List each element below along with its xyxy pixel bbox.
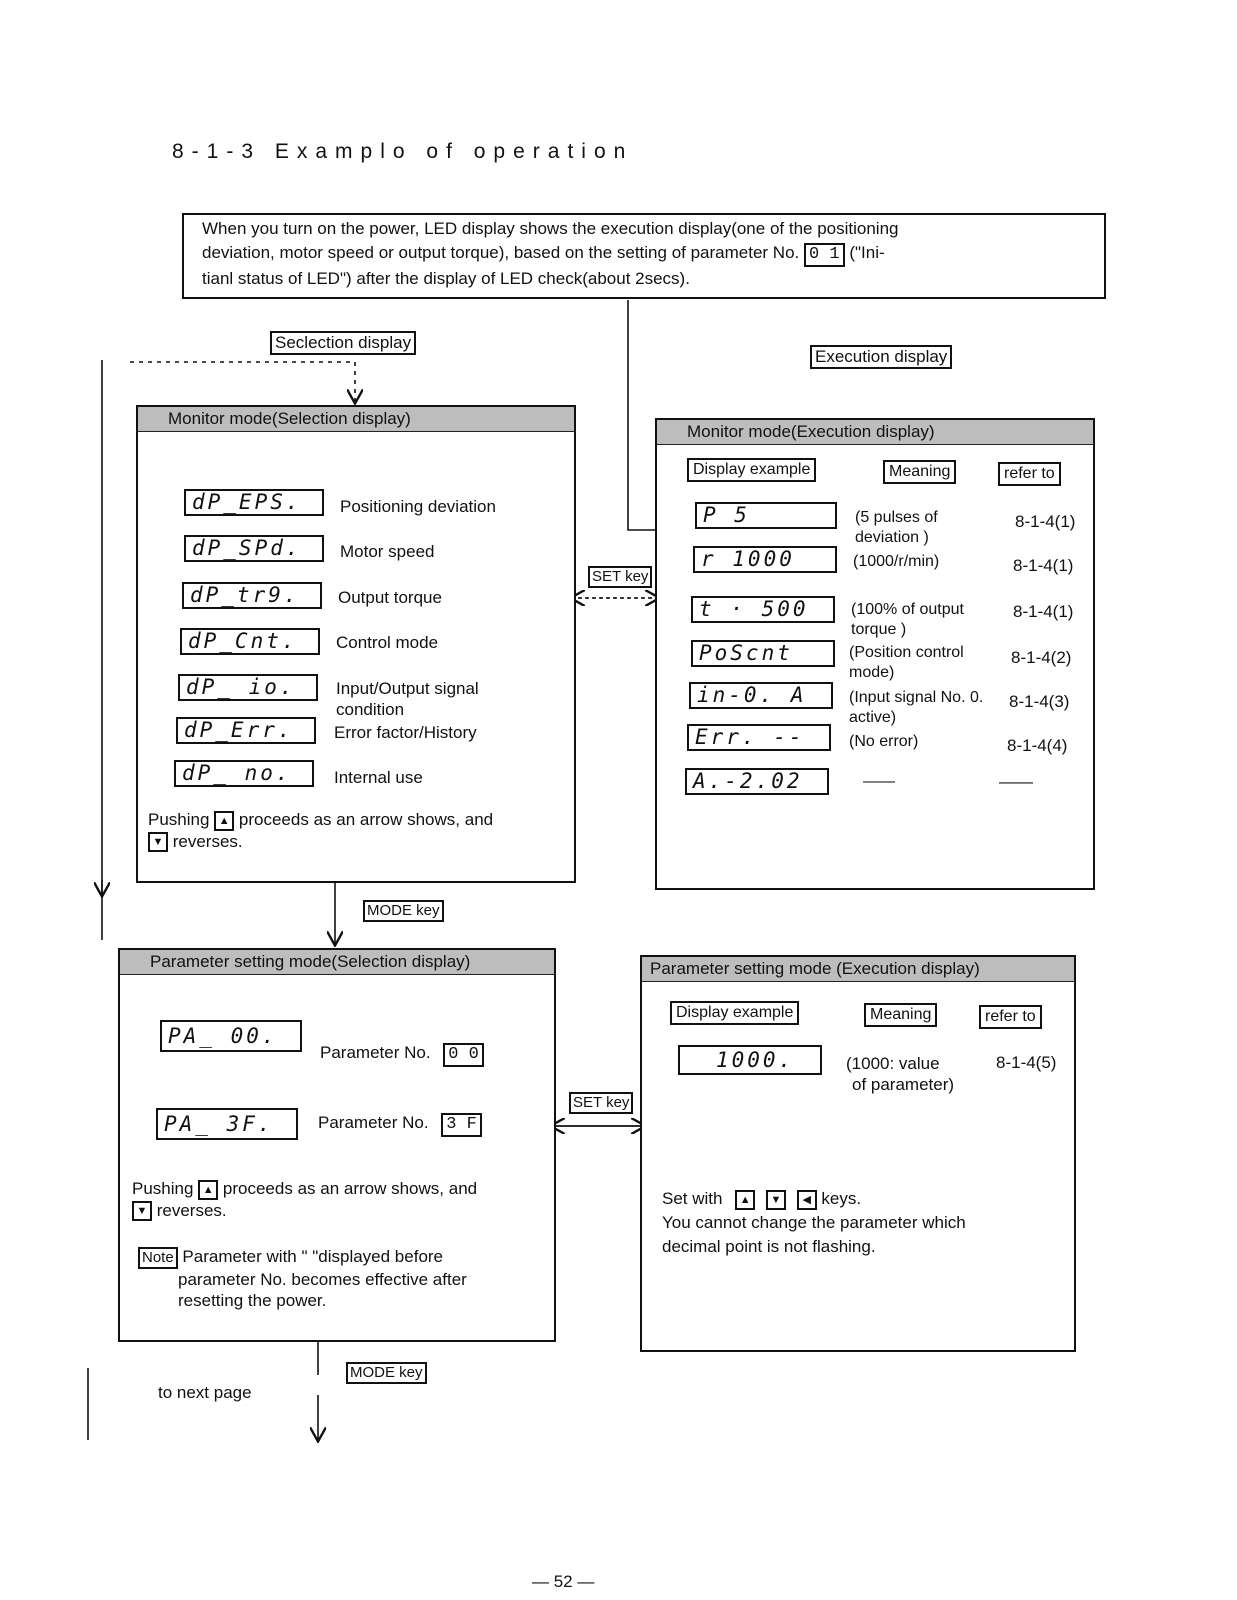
panel-title: Monitor mode(Selection display) [138,407,574,432]
down-key-icon: ▼ [766,1190,786,1210]
refer-value: 8-1-4(1) [1013,556,1074,575]
meaning: —— [863,773,895,790]
refer-value: 8-1-4(4) [1007,736,1068,755]
header-meaning: Meaning [883,460,956,484]
param-label: Parameter No. 0 0 [320,1042,484,1067]
down-key-icon: ▼ [132,1201,152,1221]
item-label: Motor speed [340,542,435,561]
meaning: (100% of output torque ) [851,601,964,638]
meaning: (Position control mode) [849,644,964,681]
monitor-selection-panel [136,405,576,883]
set-key-text: SET key [588,566,652,588]
section-heading: 8-1-3 Examplo of operation [172,140,634,163]
lcd-pa-3f: PA_ 3F. [156,1108,298,1140]
panel-title: Parameter setting mode(Selection display) [120,950,554,975]
param-no-box: 0 0 [443,1043,484,1067]
push-note: Pushing ▲ proceeds as an arrow shows, and ▼ reverses. [148,810,494,851]
set-with-note: Set with ▲ ▼ ◀ keys. You cannot change the parameter which decimal point is not flashing. [662,1189,966,1256]
refer-value: 8-1-4(2) [1011,648,1072,667]
parameter-selection-panel [118,948,556,1342]
refer-value: 8-1-4(5) [996,1053,1057,1072]
panel-title: Monitor mode(Execution display) [657,420,1093,445]
lcd-example: t · 500 [691,596,835,623]
lcd-example: Err. -- [687,724,831,751]
lcd-spd: dP_SPd. [184,535,324,562]
parameter-execution-panel [640,955,1076,1352]
up-key-icon: ▲ [198,1180,218,1200]
note-tag: Note [138,1247,178,1269]
lcd-eps: dP_EPS. [184,489,324,516]
mode-key-text: MODE key [346,1362,427,1384]
lcd-example: r 1000 [693,546,837,573]
refer-value: 8-1-4(1) [1015,512,1076,531]
up-key-icon: ▲ [735,1190,755,1210]
meaning: (Input signal No. 0. active) [849,689,984,726]
meaning: (No error) [849,733,919,750]
execution-display-label: Execution display [810,345,952,369]
note-block: Note Parameter with " "displayed before parameter No. becomes effective after resetting the power. [138,1246,553,1311]
set-key-label [569,1092,633,1114]
lcd-err: dP_Err. [176,717,316,744]
set-key-label [588,566,652,588]
lcd-example: A.-2.02 [685,768,829,795]
header-display-example: Display example [687,458,816,482]
set-key-text: SET key [569,1092,633,1114]
meaning: (5 pulses of deviation ) [855,509,938,546]
page-number: — 52 — [532,1572,595,1591]
item-label: Positioning deviation [340,497,496,516]
lcd-cnt: dP_Cnt. [180,628,320,655]
lcd-example: P 5 [695,502,837,529]
lcd-example: 1000. [678,1045,822,1075]
lcd-io: dP_ io. [178,674,318,701]
refer-value: —— [999,772,1033,791]
selection-display-label: Seclection display [270,331,416,355]
to-next-page: to next page [158,1383,252,1402]
intro-line-3: tianl status of LED") after the display of LED check(about 2secs). [202,269,690,288]
panel-title: Parameter setting mode (Execution display) [642,957,1074,982]
item-label: Internal use [334,768,423,787]
down-key-icon: ▼ [148,832,168,852]
meaning: (1000/r/min) [853,553,940,570]
header-meaning: Meaning [864,1003,937,1027]
header-refer: refer to [998,462,1061,486]
param-label: Parameter No. 3 F [318,1112,482,1137]
item-label: Input/Output signal condition [336,679,479,719]
refer-value: 8-1-4(1) [1013,602,1074,621]
item-label: Error factor/History [334,723,477,742]
lcd-pa-00: PA_ 00. [160,1020,302,1052]
up-key-icon: ▲ [214,811,234,831]
mode-key-text: MODE key [363,900,444,922]
left-key-icon: ◀ [797,1190,817,1210]
intro-line-1: When you turn on the power, LED display shows the execution display(one of the positioning [202,219,899,238]
header-refer: refer to [979,1005,1042,1029]
param-no-box: 3 F [441,1113,482,1137]
monitor-execution-panel [655,418,1095,890]
intro-line-2: deviation, motor speed or output torque), based on the setting of parameter No. 0 1 ("Ini- [202,241,1090,267]
mode-key-label [363,900,444,922]
mode-key-label [346,1362,427,1384]
lcd-no: dP_ no. [174,760,314,787]
lcd-example: in-0. A [689,682,833,709]
param-no-box: 0 1 [804,243,845,267]
item-label: Output torque [338,588,442,607]
lcd-tr9: dP_tr9. [182,582,322,609]
meaning: (1000: value of parameter) [846,1054,955,1094]
header-display-example: Display example [670,1001,799,1025]
push-note: Pushing ▲ proceeds as an arrow shows, and ▼ reverses. [132,1179,478,1220]
lcd-example: PoScnt [691,640,835,667]
refer-value: 8-1-4(3) [1009,692,1070,711]
item-label: Control mode [336,633,439,652]
